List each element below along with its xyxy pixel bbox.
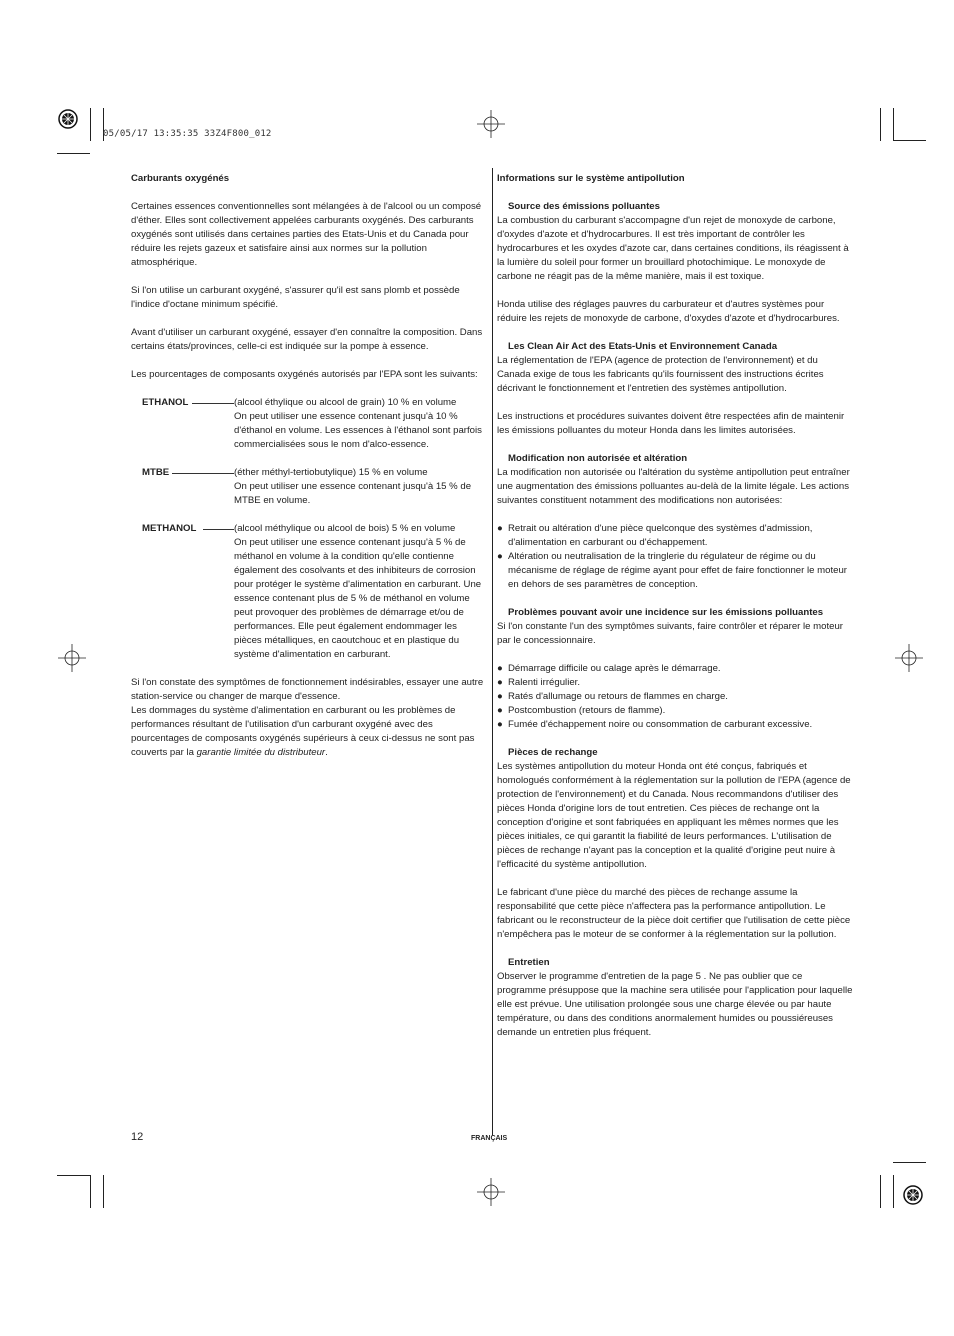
paragraph: Les pourcentages de composants oxygénés autorisés par l'EPA sont les suivants:	[131, 369, 478, 380]
term-mtbe	[131, 466, 487, 508]
print-info: 05/05/17 13:35:35 33Z4F800_012	[103, 129, 272, 139]
list-item: ● Démarrage difficile ou calage après le démarrage.	[497, 663, 721, 674]
list-item: ● Postcombustion (retours de flamme).	[497, 705, 666, 716]
term-description: On peut utiliser une essence contenant jusqu'à 10 % d'éthanol en volume. Les essences à l'éthanol sont parfois commercialisées sous le nom d'alco-essence.	[234, 411, 482, 450]
bullet-icon: ●	[497, 663, 503, 674]
subsection-title: Modification non autorisée et altération	[508, 453, 688, 464]
registration-target-icon	[902, 1184, 924, 1206]
paragraph: Honda utilise des réglages pauvres du carburateur et d'autres systèmes pour réduire les rejets de monoxyde de carbone, d'oxydes d'azote et d'hydrocarbures.	[497, 299, 840, 324]
bullet-icon: ●	[497, 719, 503, 730]
list-item: ● Retrait ou altération d'une pièce quelconque des systèmes d'admission, d'alimentation en carburant ou d'échappement.	[497, 523, 813, 548]
page-number: 12	[131, 1131, 144, 1143]
paragraph: Avant d'utiliser un carburant oxygéné, essayer d'en connaître la composition. Dans certains états/provinces, celle-ci est indiquée sur la pompe à essence.	[131, 327, 483, 352]
registration-target-icon	[57, 108, 79, 130]
bullet-icon: ●	[497, 691, 503, 702]
term-definition: (alcool méthylique ou alcool de bois) 5 % en volume	[234, 523, 456, 534]
bullet-icon: ●	[497, 705, 503, 716]
term-ethanol	[131, 396, 487, 452]
bullet-icon: ●	[497, 523, 503, 534]
term-methanol	[131, 522, 487, 662]
term-label: ETHANOL	[142, 397, 189, 408]
subsection-title: Pièces de rechange	[508, 747, 598, 758]
paragraph: La réglementation de l'EPA (agence de protection de l'environnement) et du Canada exige de tous les fabricants qu'ils fournissent des instructions écrites décrivant le fonctionnement et l'entretien des systèmes antipollution.	[497, 355, 824, 394]
bullet-icon: ●	[497, 551, 503, 562]
crosshair-icon	[58, 644, 86, 672]
paragraph: Si l'on constate des symptômes de fonctionnement indésirables, essayer une autre station-service ou changer de marque d'essence.	[131, 677, 484, 702]
crosshair-icon	[477, 110, 505, 138]
section-title: Informations sur le système antipollution	[497, 173, 685, 184]
paragraph: Certaines essences conventionnelles sont mélangées à de l'alcool ou un composé d'éther. Elles sont collectivement appelées carburants oxygénés. Des carburants oxygénés sont utilisés dans certaines parties des Etats-Unis et du Canada pour réduire les rejets gazeux et satisfaire ainsi aux normes sur la pollution atmosphérique.	[131, 201, 482, 268]
language-label: FRANÇAIS	[471, 1135, 508, 1142]
paragraph: Observer le programme d'entretien de la page 5 . Ne pas oublier que ce programme présuppose que la machine sera utilisée pour l'application pour laquelle elle est prévue. Une utilisation prolongée sous une charge élevée ou par haute température, ou dans des conditions anormalement humides ou poussiéreuses demande un entretien plus fréquent.	[497, 971, 853, 1038]
paragraph: Les systèmes antipollution du moteur Honda ont été conçus, fabriqués et homologués conformément à la réglementation sur la pollution de l'EPA (agence de protection de l'environnement) et du Canada. Nous recommandons d'utiliser des pièces Honda d'origine lors de tout entretien. Ces pièces de rechange ont la conception d'origine et sont fabriquées en appliquant les mêmes normes que les pièces initiales, ce qui garantit la fiabilité de leurs performances. L'utilisation de pièces de rechange n'ayant pas la conception et la qualité d'origine peut nuire à l'efficacité du système antipollution.	[497, 761, 851, 870]
crosshair-icon	[477, 1178, 505, 1206]
subsection-title: Les Clean Air Act des Etats-Unis et Environnement Canada	[508, 341, 778, 352]
list-item: ● Ratés d'allumage ou retours de flammes en charge.	[497, 691, 728, 702]
subsection-title: Source des émissions polluantes	[508, 201, 660, 212]
paragraph: Les dommages du système d'alimentation en carburant ou les problèmes de performances résultant de l'utilisation d'un carburant oxygéné avec des pourcentages de composants oxygénés supérieurs à ceux ci-dessus ne sont pas couverts par la garantie limitée du distributeur.	[131, 705, 475, 758]
term-description: On peut utiliser une essence contenant jusqu'à 15 % de MTBE en volume.	[234, 481, 472, 506]
crosshair-icon	[895, 644, 923, 672]
term-label: METHANOL	[142, 523, 197, 534]
warranty-reference: garantie limitée du distributeur	[196, 747, 326, 758]
term-description: On peut utiliser une essence contenant jusqu'à 5 % de méthanol en volume à la condition qu'elle contienne également des cosolvants et des inhibiteurs de corrosion pour protéger le système d'alimentation en carburant. Une essence contenant plus de 5 % de méthanol en volume peut provoquer des problèmes de démarrage et/ou de performances. Elle peut également endommager les pièces métalliques, en caoutchouc et en plastique du système d'alimentation en carburant.	[234, 537, 482, 660]
column-divider	[492, 168, 493, 1135]
term-definition: (alcool éthylique ou alcool de grain) 10 % en volume	[234, 397, 457, 408]
paragraph: Si l'on constante l'un des symptômes suivants, faire contrôler et réparer le moteur par le concessionnaire.	[497, 621, 844, 646]
bullet-icon: ●	[497, 677, 503, 688]
subsection-title: Entretien	[508, 957, 550, 968]
paragraph: La modification non autorisée ou l'altération du système antipollution peut entraîner une augmentation des émissions polluantes au-delà de la limite légale. Les actions suivantes constituent notamment des modifications non autorisées:	[497, 467, 850, 506]
list-item: ● Ralenti irrégulier.	[497, 677, 580, 688]
term-definition: (éther méthyl-tertiobutylique) 15 % en volume	[234, 467, 428, 478]
paragraph: Les instructions et procédures suivantes doivent être respectées afin de maintenir les émissions polluantes du moteur Honda dans les limites autorisées.	[497, 411, 845, 436]
paragraph: Le fabricant d'une pièce du marché des pièces de rechange assume la responsabilité que cette pièce n'affectera pas la performance antipollution. Le fabricant ou le reconstructeur de la pièce doit certifier que l'utilisation de cette pièce n'empêchera pas le moteur de se conformer à la réglementation sur la pollution.	[497, 887, 851, 940]
paragraph: La combustion du carburant s'accompagne d'un rejet de monoxyde de carbone, d'oxydes d'azote et d'hydrocarbures. Il est très important de contrôler les hydrocarbures et les oxydes d'azote car, dans certaines conditions, ils réagissent à la lumière du soleil pour former un brouillard photochimique. Le monoxyde de carbone ne réagit pas de la même manière, mais il est toxique.	[497, 215, 849, 282]
section-title: Carburants oxygénés	[131, 173, 230, 184]
list-item: ● Fumée d'échappement noire ou consommation de carburant excessive.	[497, 719, 813, 730]
subsection-title: Problèmes pouvant avoir une incidence sur les émissions polluantes	[508, 607, 824, 618]
term-label: MTBE	[142, 467, 170, 478]
left-column	[131, 172, 487, 760]
paragraph: Si l'on utilise un carburant oxygéné, s'assurer qu'il est sans plomb et possède l'indice d'octane minimum spécifié.	[131, 285, 460, 310]
list-item: ● Altération ou neutralisation de la tringlerie du régulateur de régime ou du mécanisme de réglage de régime ayant pour effet de faire fonctionner le moteur en dehors de ses paramètres de conception.	[497, 551, 847, 590]
right-column	[497, 172, 853, 1040]
